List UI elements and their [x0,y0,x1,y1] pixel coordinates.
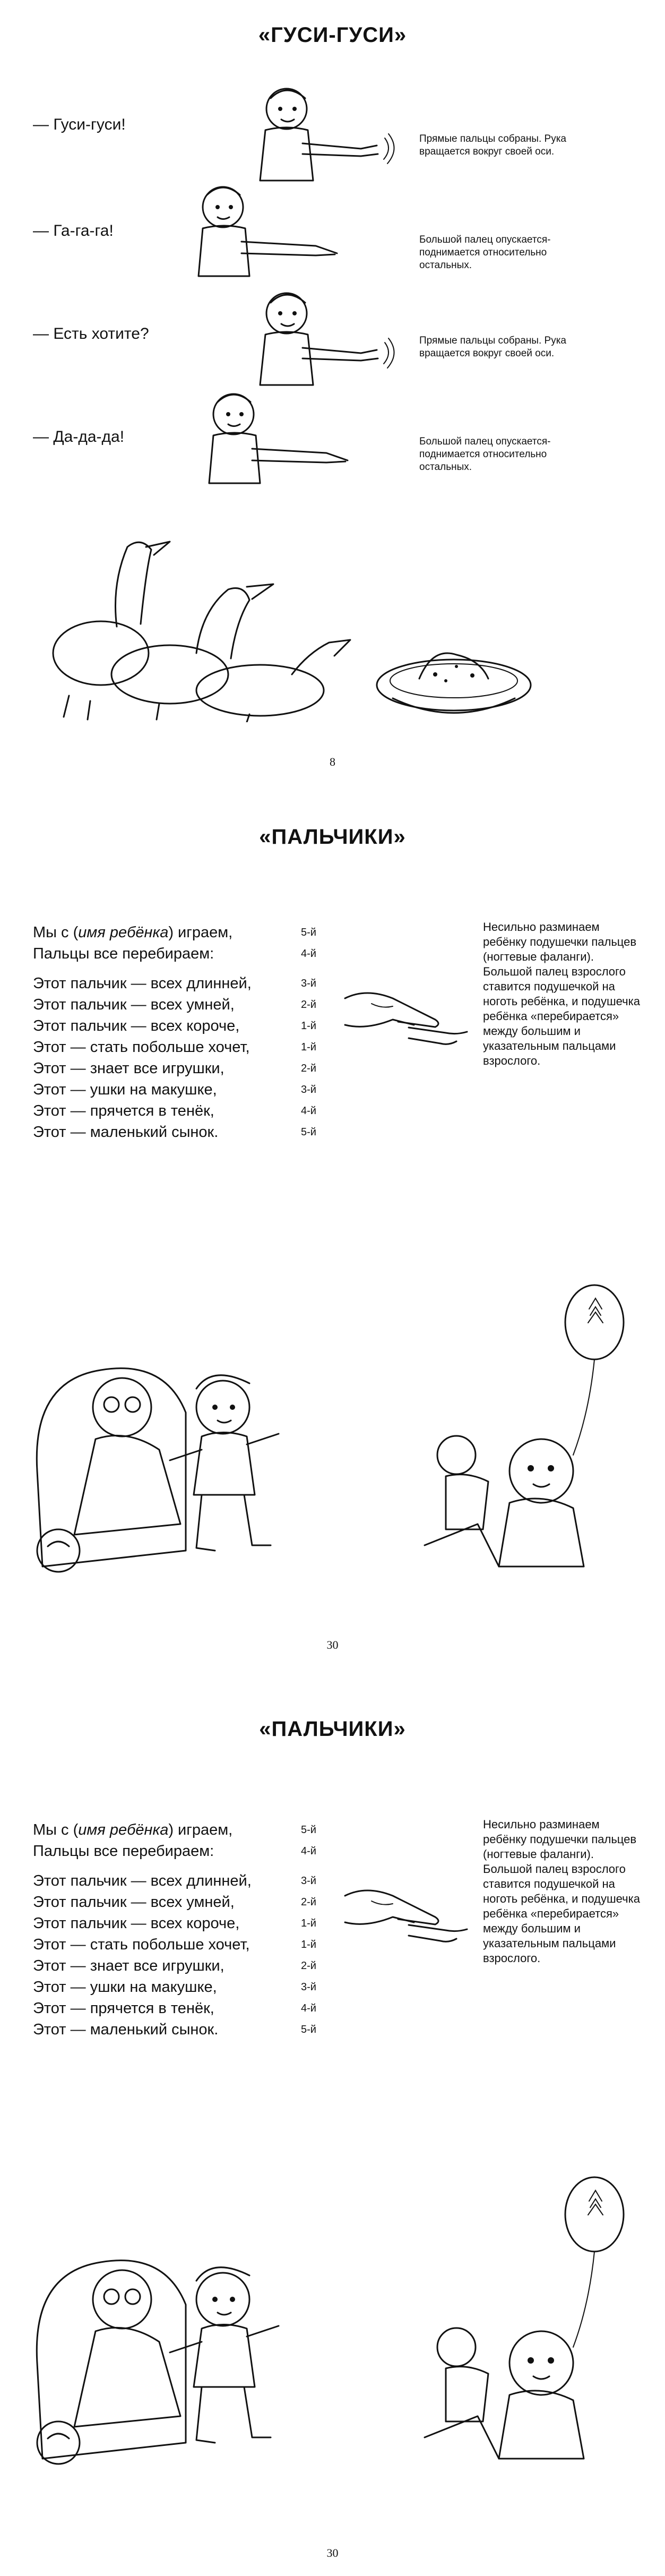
verse-line: Этот пальчик — всех длинней, 3-й [33,1870,252,1892]
boy-hand-illustration-3 [249,289,398,390]
verse-line: Этот — прячется в тенёк, 4-й [33,1998,252,2019]
finger-label: 3-й [301,978,316,989]
finger-label: 5-й [301,927,316,938]
finger-label: 4-й [301,2002,316,2014]
verse-line: Этот пальчик — всех короче, 1-й [33,1913,252,1934]
page-number: 30 [326,2546,339,2560]
verse-intro-line-2: Пальцы все перебираем: 4-й [33,1841,252,1862]
grandma-child-illustration [32,2230,361,2475]
page-number: 8 [330,755,335,768]
page-title: «ПАЛЬЧИКИ» [259,825,406,849]
verse-intro-line-1: Мы с (имя ребёнка) играем, 5-й [33,922,252,943]
verse-line: Этот пальчик — всех умней, 2-й [33,1892,252,1913]
verse-line: Этот — маленький сынок. 5-й [33,1122,252,1143]
finger-label: 1-й [301,1041,316,1053]
boy-hand-illustration-2 [191,183,350,279]
bowl-illustration [372,637,536,728]
finger-label: 1-й [301,1918,316,1929]
finger-label: 1-й [301,1020,316,1032]
finger-label: 5-й [301,1126,316,1138]
instruction-text: Несильно разминаем ребёнку подушечки пальцев (ногтевые фаланги). Большой палец взрослого ставится подушечкой на ноготь ребёнка, и подушечка ребёнка «перебирается» между большим и указательным пальцами взрослого. [483,920,640,1067]
page-title: «ПАЛЬЧИКИ» [259,1717,406,1741]
verse-line: Этот — знает все игрушки, 2-й [33,1955,252,1976]
finger-label: 4-й [301,1105,316,1117]
instruction-note-1: Прямые пальцы собраны. Рука вращается вокруг своей оси. [419,133,566,157]
finger-label: 5-й [301,2024,316,2035]
verse-line: Этот — ушки на макушке, 3-й [33,1976,252,1998]
child-balloon-illustration [414,1280,647,1582]
finger-label: 2-й [301,999,316,1011]
finger-label: 2-й [301,1063,316,1074]
page-palchiki-2 [0,1683,665,2576]
instruction-text: Несильно разминаем ребёнку подушечки пальцев (ногтевые фаланги). Большой палец взрослого ставится подушечкой на ноготь ребёнка, и подушечка ребёнка «перебирается» между большим и указательным пальцами взрослого. [483,1818,640,1965]
finger-label: 3-й [301,1981,316,1993]
finger-label: 5-й [301,1824,316,1836]
page-number: 30 [326,1638,339,1651]
geese-illustration [37,520,356,722]
grandma-child-illustration [32,1338,361,1582]
verse-line: Этот — стать побольше хочет, 1-й [33,1934,252,1955]
finger-label: 4-й [301,1845,316,1857]
dialogue-line-2: — Га-га-га! [33,222,114,239]
verse-block [33,922,316,1143]
verse-line: Этот пальчик — всех умней, 2-й [33,994,252,1015]
verse-line: Этот — стать побольше хочет, 1-й [33,1037,252,1058]
dialogue-line-3: — Есть хотите? [33,325,149,343]
page-guci-guci [0,0,665,786]
verse-intro-line-2: Пальцы все перебираем: 4-й [33,943,252,964]
verse-line: Этот — ушки на макушке, 3-й [33,1079,252,1100]
verse-line: Этот — знает все игрушки, 2-й [33,1058,252,1079]
dialogue-line-4: — Да-да-да! [33,428,125,446]
instruction-note-2: Большой палец опускается-поднимается относительно остальных. [419,234,551,271]
finger-label: 1-й [301,1939,316,1950]
verse-line: Этот — маленький сынок. 5-й [33,2019,252,2040]
verse-line: Этот — прячется в тенёк, 4-й [33,1100,252,1122]
boy-hand-illustration-4 [202,390,361,486]
finger-label: 2-й [301,1960,316,1972]
page-palchiki-1 [0,786,665,1683]
child-balloon-illustration [414,2172,647,2475]
verse-line: Этот пальчик — всех короче, 1-й [33,1015,252,1037]
hands-illustration [340,966,478,1073]
finger-label: 2-й [301,1896,316,1908]
finger-label: 3-й [301,1875,316,1887]
finger-label: 3-й [301,1084,316,1096]
finger-label: 4-й [301,948,316,960]
page-title: «ГУСИ-ГУСИ» [258,23,407,47]
instruction-note-3: Прямые пальцы собраны. Рука вращается вокруг своей оси. [419,335,566,359]
hands-illustration [340,1864,478,1970]
dialogue-line-1: — Гуси-гуси! [33,116,126,133]
boy-hand-illustration-1 [249,85,398,186]
verse-intro-line-1: Мы с (имя ребёнка) играем, 5-й [33,1819,252,1841]
verse-line: Этот пальчик — всех длинней, 3-й [33,973,252,994]
verse-block [33,1819,316,2040]
instruction-note-4: Большой палец опускается-поднимается относительно остальных. [419,436,551,473]
